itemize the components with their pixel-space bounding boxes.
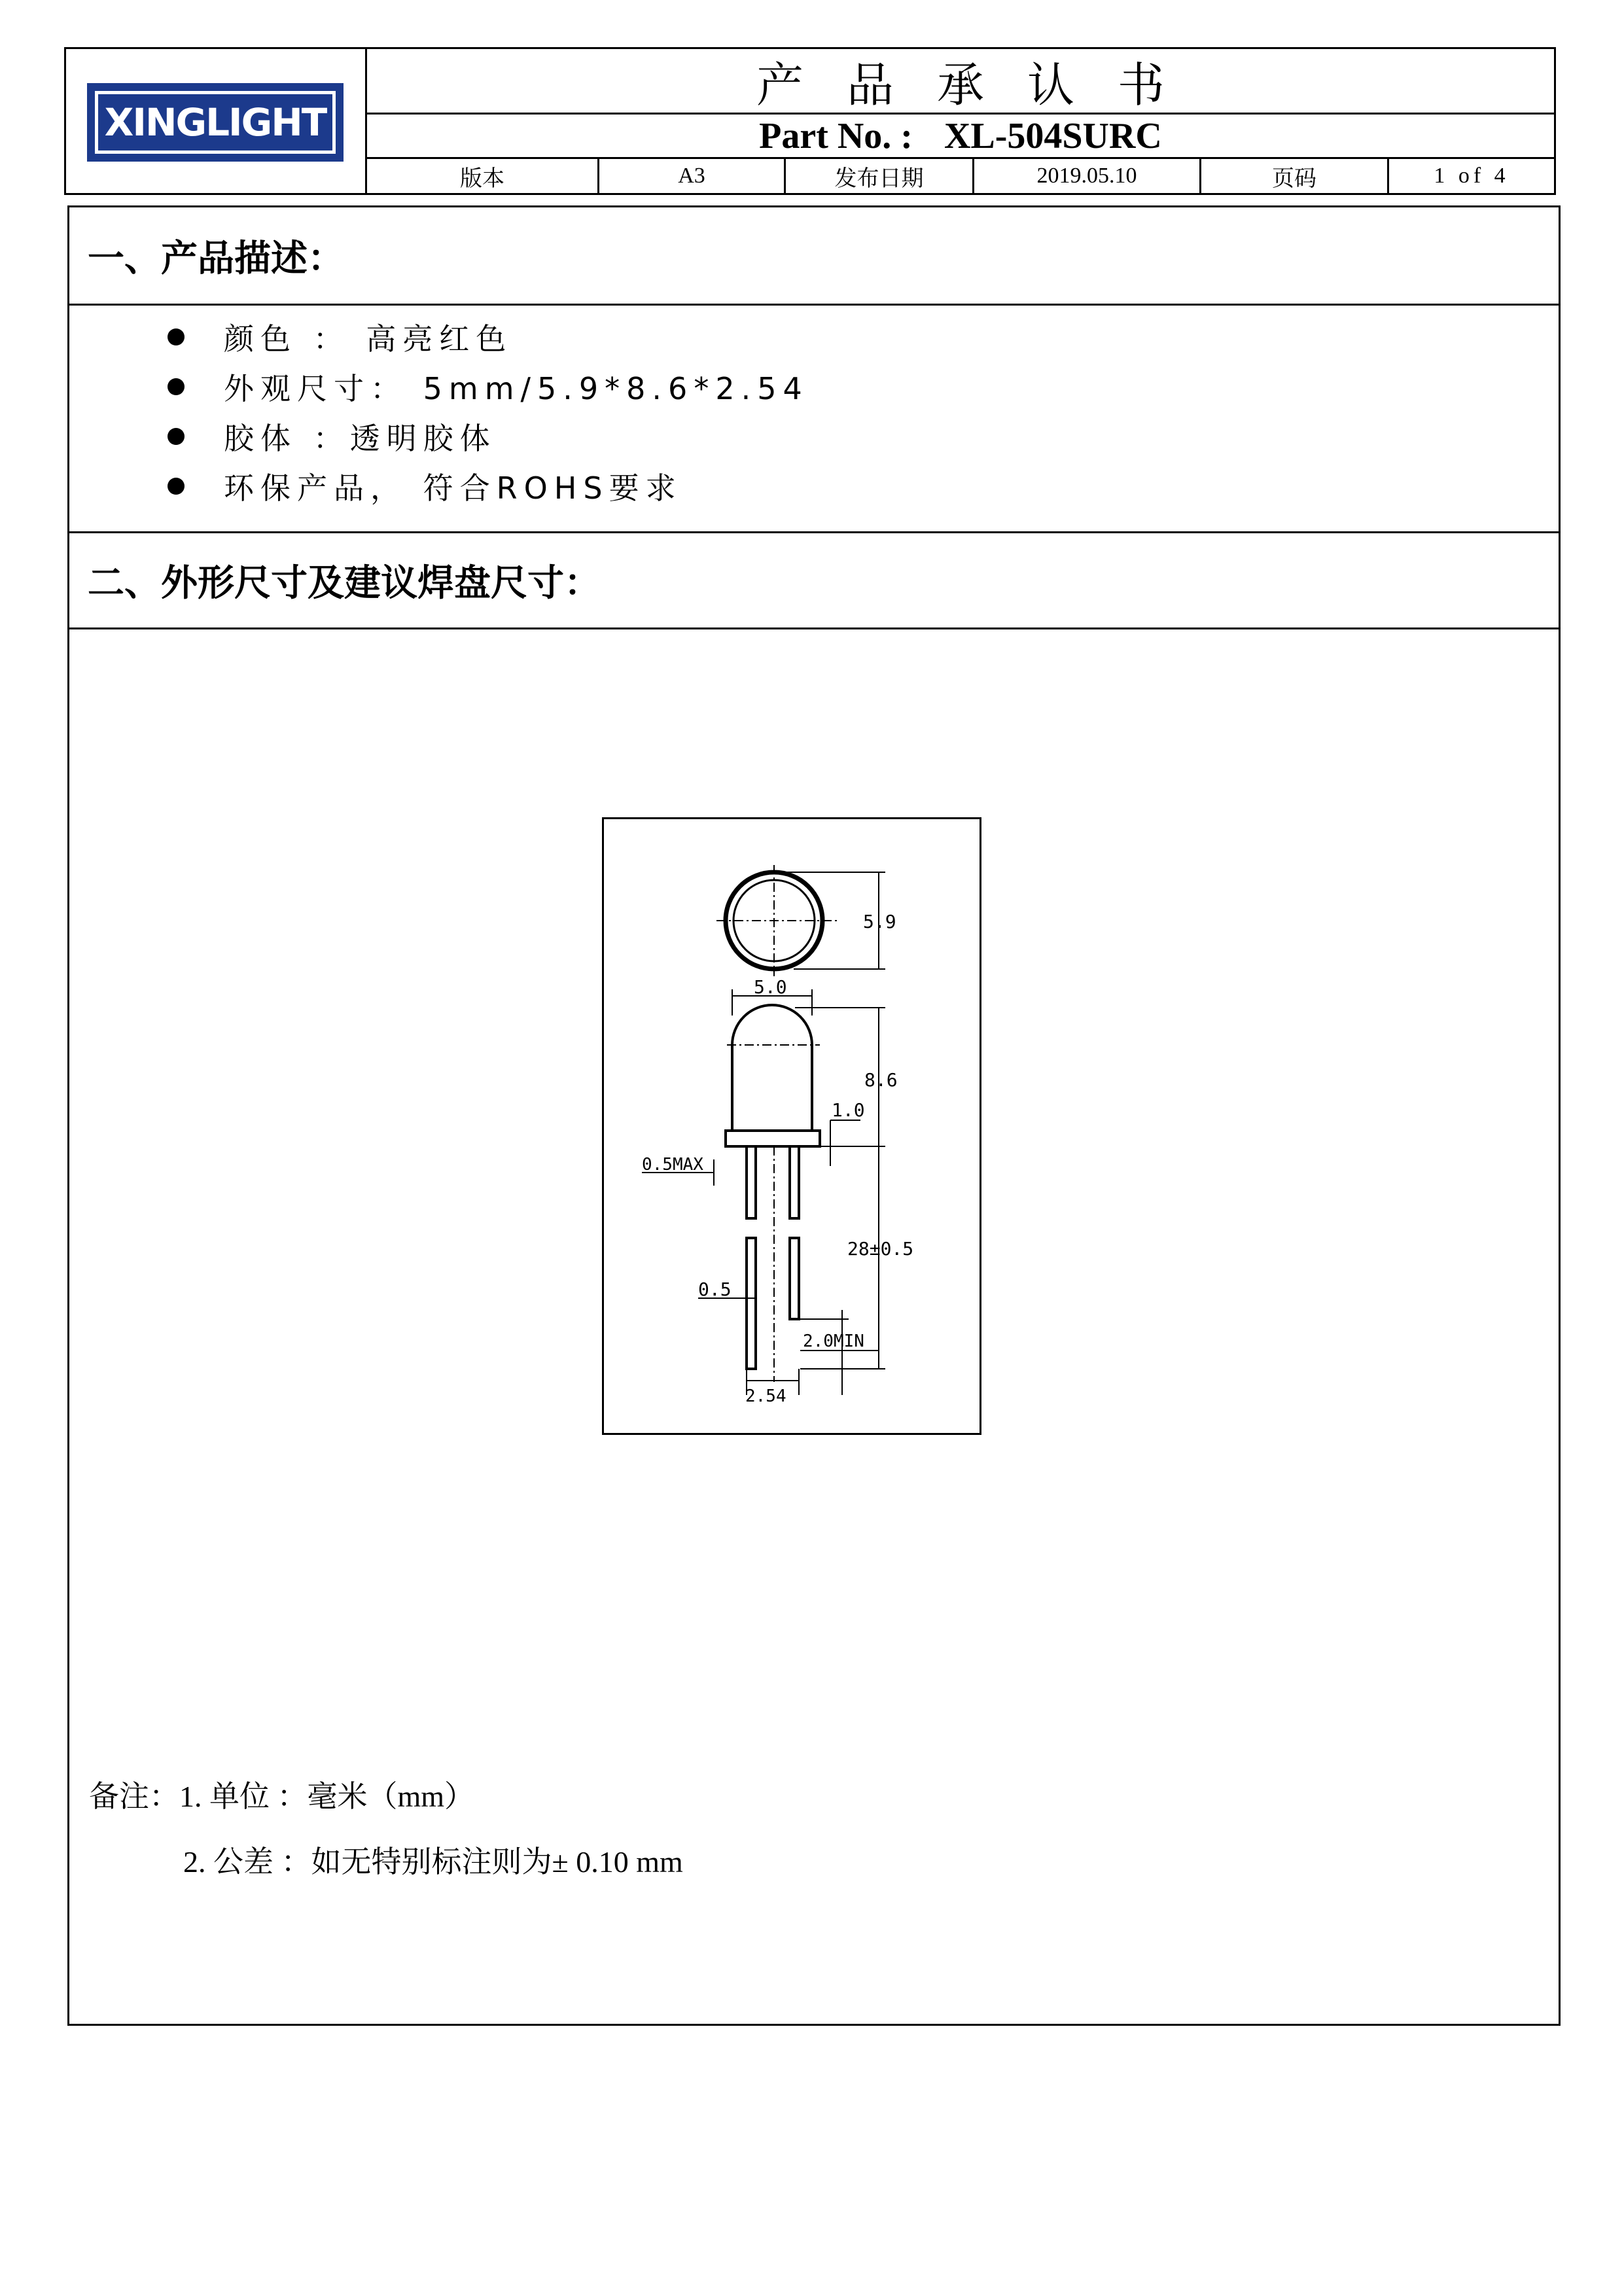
- dim-label: 0.5MAX: [642, 1155, 703, 1174]
- note-item: 1. 单位 ：毫米（mm）: [179, 1780, 475, 1813]
- list-item: 外观尺寸： 5mm/5.9*8.6*2.54: [168, 362, 809, 412]
- dim-label: 2.0MIN: [803, 1332, 864, 1351]
- document-title: 产品承认书: [756, 57, 1208, 113]
- led-body: [732, 1005, 812, 1131]
- meta-date-label: 发布日期: [786, 159, 974, 193]
- notes-block: [89, 1761, 683, 1892]
- dim-label: 5.0: [754, 976, 787, 998]
- bullet-icon: [168, 328, 185, 345]
- dimension-drawing: [602, 817, 981, 1435]
- dim-label: 8.6: [864, 1069, 898, 1091]
- dim-label: 5.9: [863, 911, 896, 932]
- logo-cell: [66, 49, 367, 193]
- dim-label: 0.5: [698, 1279, 732, 1300]
- note-item: 2. 公差 ：如无特别标注则为± 0.10 mm: [183, 1845, 683, 1879]
- bullet-icon: [168, 478, 185, 495]
- bullet-icon: [168, 378, 185, 395]
- logo-text: XINGLIGHT: [104, 100, 327, 145]
- meta-version-value: A3: [599, 159, 786, 193]
- note-line: [89, 1827, 683, 1892]
- dim-label: 1.0: [832, 1099, 865, 1121]
- part-number-label: Part No. :: [759, 115, 913, 156]
- bullet-icon: [168, 428, 185, 445]
- logo-frame: [95, 91, 336, 154]
- led-outline-drawing: [604, 819, 980, 1433]
- dim-label: 2.54: [745, 1386, 786, 1406]
- list-item: 环保产品， 符合ROHS要求: [168, 461, 809, 511]
- document-body: [67, 205, 1561, 2026]
- title-row: [367, 49, 1554, 115]
- meta-version-label: 版本: [367, 159, 599, 193]
- lead-right-lower: [790, 1238, 799, 1319]
- lead-left-upper: [747, 1146, 756, 1218]
- list-item: 颜色 ： 高亮红色: [168, 312, 809, 362]
- lead-right-upper: [790, 1146, 799, 1218]
- meta-row: [367, 159, 1554, 193]
- section-heading-description: 一、产品描述：: [69, 207, 1559, 306]
- note-line: [89, 1761, 683, 1827]
- part-number-value: XL-504SURC: [944, 115, 1162, 156]
- meta-date-value: 2019.05.10: [974, 159, 1201, 193]
- part-number-row: [367, 115, 1554, 159]
- document-header: [64, 47, 1556, 195]
- section-heading-dimensions: 二、外形尺寸及建议焊盘尺寸：: [69, 531, 1559, 629]
- meta-page-value: 1 of 4: [1434, 164, 1509, 188]
- notes-prefix: 备注：: [89, 1780, 179, 1813]
- meta-page-label: 页码: [1201, 159, 1389, 193]
- lead-left-lower: [747, 1238, 756, 1369]
- description-list: [168, 312, 809, 511]
- led-flange: [726, 1131, 820, 1146]
- list-item: 胶体 ：透明胶体: [168, 412, 809, 461]
- dim-label: 28±0.5: [847, 1238, 914, 1260]
- company-logo: [87, 83, 344, 162]
